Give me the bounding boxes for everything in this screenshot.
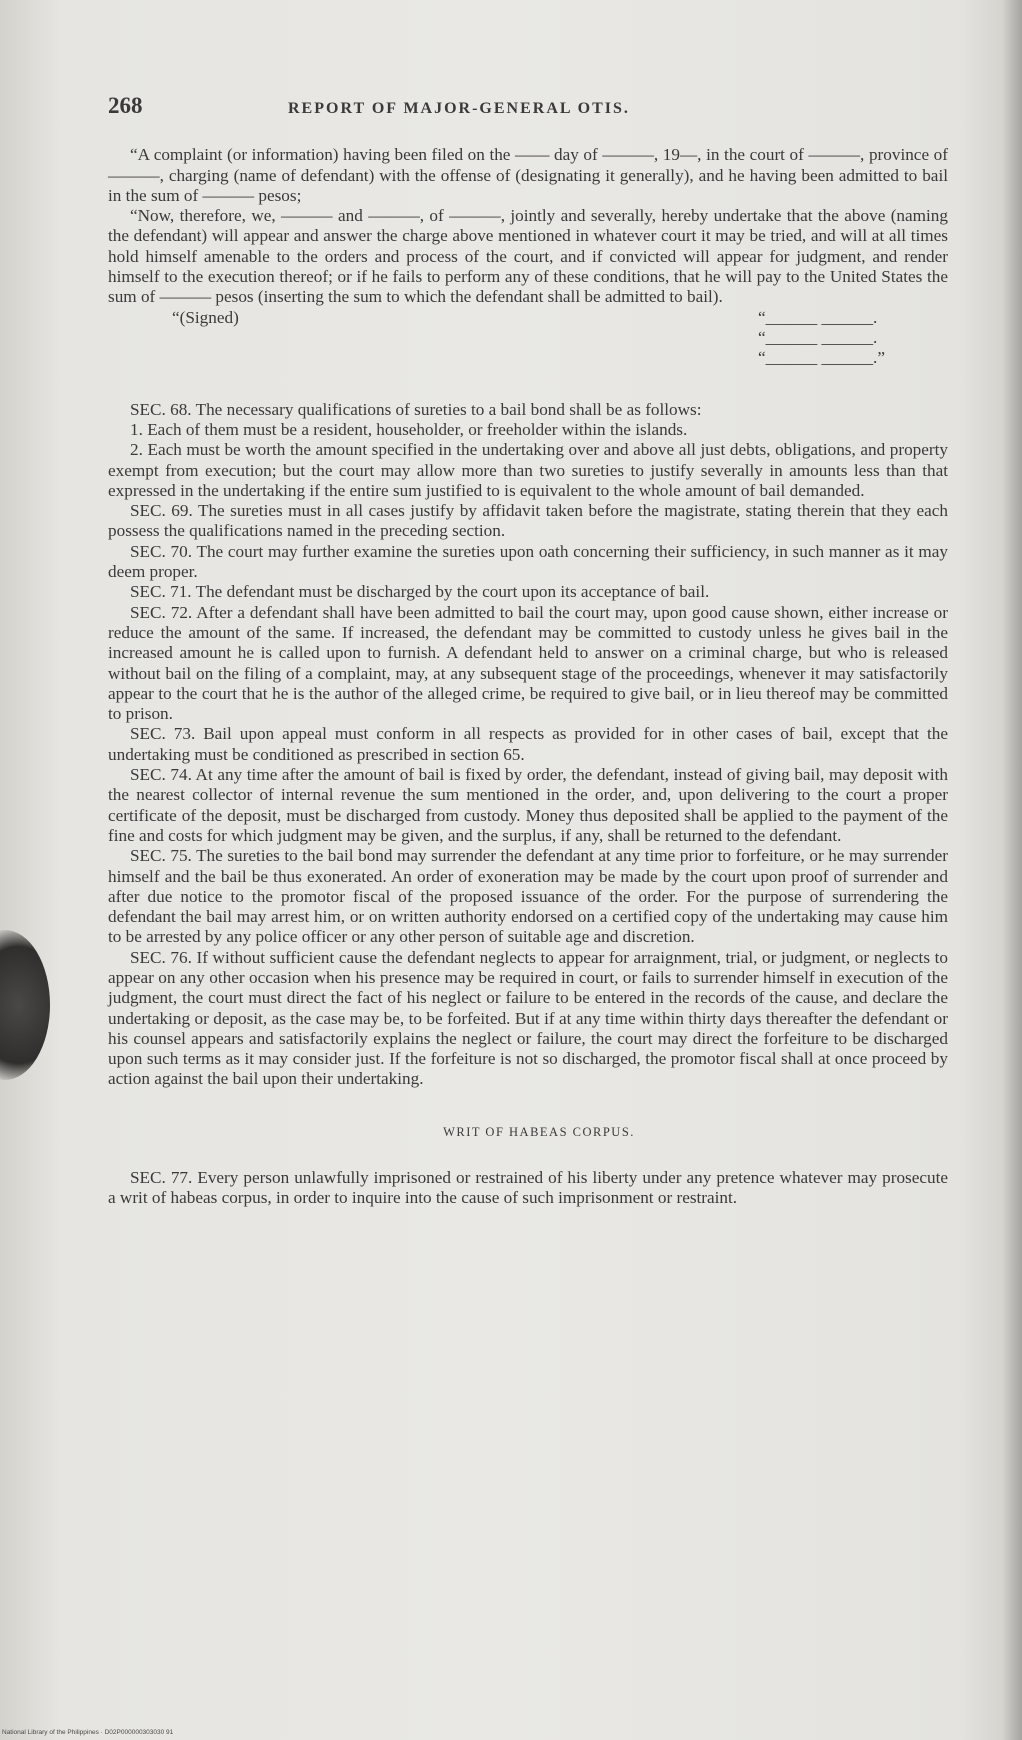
section-paragraph: SEC. 69. The sureties must in all cases justify by affidavit taken before the magistrate, stating therein that they each possess the qualifications named in the preceding section. — [108, 501, 948, 541]
section-paragraph: SEC. 74. At any time after the amount of bail is fixed by order, the defendant, instead of giving bail, may deposit with the nearest collector of internal revenue the sum mentioned in the order, and, upon delivering to the court a proper certificate of the deposit, must be discharged from custody. Money thus deposited shall be applied to the payment of the fine and costs for which judgment may be given, and the surplus, if any, shall be returned to the defendant. — [108, 765, 948, 845]
scanner-thumb-shadow — [0, 930, 50, 1080]
section-paragraph: SEC. 70. The court may further examine the sureties upon oath concerning their sufficiency, in such manner as it may deem proper. — [108, 541, 948, 582]
signature-lines — [758, 308, 938, 368]
page-number: 268 — [108, 93, 143, 118]
section-paragraph: 1. Each of them must be a resident, householder, or freeholder within the islands. — [130, 419, 688, 439]
section-paragraph: SEC. 73. Bail upon appeal must conform in all respects as provided for in other cases of bail, except that the undertaking must be conditioned as prescribed in section 65. — [108, 724, 948, 764]
signature-line: “______ ______. — [758, 327, 878, 347]
signature-line: “______ ______. — [758, 307, 878, 327]
section-paragraph: SEC. 68. The necessary qualifications of sureties to a bail bond shall be as follows: — [130, 399, 702, 419]
scan-identifier: National Library of the Philippines · D02P000000303030 91 — [2, 1729, 174, 1736]
section-paragraph: SEC. 71. The defendant must be discharged by the court upon its acceptance of bail. — [130, 582, 710, 602]
bail-bond-form — [108, 145, 948, 371]
form-paragraph: “Now, therefore, we, ——— and ———, of ———, jointly and severally, hereby undertake that the above (naming the defendant) will appear and answer the charge above mentioned in whatever court it may be tried, and will at all times hold himself amenable to the orders and process of the court, and if convicted will appear for judgment, and render himself to the execution thereof; or if he fails to perform any of these conditions, that he will pay to the United States the sum of ——— pesos (inserting the sum to which the defendant shall be admitted to bail). — [108, 206, 948, 307]
signature-block — [108, 308, 948, 372]
section-heading: WRIT OF HABEAS CORPUS. — [443, 1124, 635, 1139]
page-edge-shadow — [1002, 0, 1022, 1740]
signature-line: “______ ______.” — [758, 347, 885, 367]
sections-block — [108, 400, 948, 1209]
section-paragraph: 2. Each must be worth the amount specified in the undertaking over and above all just debts, obligations, and property exempt from execution; but the court may allow more than two sureties to justify severally in amounts less than that expressed in the undertaking if the entire sum justified to is equivalent to the whole amount of bail demanded. — [108, 440, 948, 500]
page-header — [108, 93, 948, 119]
section-paragraph: SEC. 75. The sureties to the bail bond may surrender the defendant at any time prior to forfeiture, or he may surrender himself and the bail be thus exonerated. An order of exoneration may be made by the court upon proof of surrender and after due notice to the promotor fiscal of the proposed issuance of the order. For the purpose of surrendering the defendant the bail may arrest him, or on written authority endorsed on a certified copy of the undertaking may cause him to be arrested by any police officer or any other person of suitable age and discretion. — [108, 846, 948, 947]
section-paragraph: SEC. 72. After a defendant shall have been admitted to bail the court may, upon good cause shown, either increase or reduce the amount of the same. If increased, the defendant may be committed to custody unless he gives bail in the increased amount he is called upon to furnish. A defendant held to answer on a criminal charge, but who is released without bail on the filing of a complaint, may, at any subsequent stage of the proceedings, whenever it may satisfactorily appear to the court that he is the author of the alleged crime, be required to give bail, or in lieu thereof may be committed to prison. — [108, 602, 948, 724]
running-title: REPORT OF MAJOR-GENERAL OTIS. — [288, 100, 630, 117]
section-paragraph: SEC. 77. Every person unlawfully imprisoned or restrained of his liberty under any pretence whatever may prosecute a writ of habeas corpus, in order to inquire into the cause of such imprisonment or restraint. — [108, 1168, 948, 1208]
form-paragraph: “A complaint (or information) having been filed on the —— day of ———, 19—, in the court of ———, province of ———, charging (name of defendant) with the offense of (designating it generally), and he having been admitted to bail in the sum of ——— pesos; — [108, 145, 948, 205]
section-paragraph: SEC. 76. If without sufficient cause the defendant neglects to appear for arraignment, trial, or judgment, or neglects to appear on any other occasion when his presence may be required in court, or fails to surrender himself in execution of the judgment, the court must direct the fact of his neglect or failure to be entered in the records of the cause, and declare the undertaking or deposit, as the case may be, to be forfeited. But if at any time within thirty days thereafter the defendant or his counsel appears and satisfactorily explains the neglect or failure, the court may direct the forfeiture to be discharged upon such terms as it may consider just. If the forfeiture is not so discharged, the promotor fiscal shall at once proceed by action against the bail upon their undertaking. — [108, 947, 948, 1089]
signed-label: “(Signed) — [172, 307, 239, 327]
page-text-block — [108, 93, 948, 1209]
